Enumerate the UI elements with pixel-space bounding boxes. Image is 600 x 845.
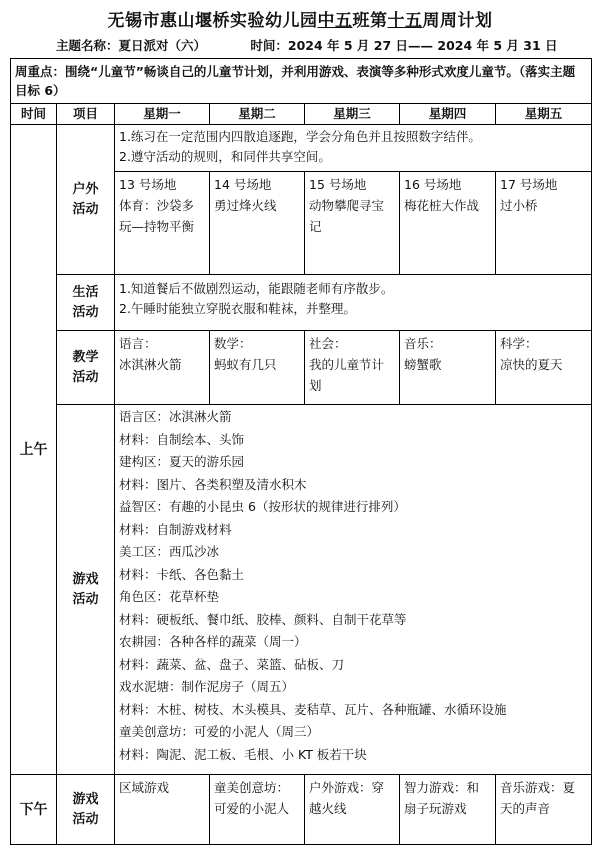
outdoor-fri [496, 172, 592, 275]
title-end: 周周计划 [422, 11, 493, 31]
game-label: 游戏活动 [57, 405, 115, 775]
game-line: 材料：硬板纸、餐巾纸、胶棒、颜料、自制干花草等 [119, 611, 407, 627]
teaching-fri-topic: 凉快的夏天 [500, 357, 563, 372]
header-fri: 星期五 [496, 104, 592, 125]
teaching-wed-topic: 我的儿童节计划 [309, 357, 385, 393]
header-time: 时间 [11, 104, 57, 125]
game-line: 材料：蔬菜、盆、盘子、菜篮、砧板、刀 [119, 656, 345, 672]
title-class: 中五 [317, 11, 353, 31]
teaching-wed [305, 331, 400, 405]
title-school: 无锡市惠山堰桥实验幼儿园 [107, 11, 318, 31]
weekly-plan-table [10, 58, 592, 845]
outdoor-goal-2: 2.遵守活动的规则，和同伴共享空间。 [119, 149, 331, 164]
pm-game-tue: 童美创意坊：可爱的小泥人 [210, 775, 305, 845]
header-wed: 星期三 [305, 104, 400, 125]
game-line: 建构区：夏天的游乐园 [119, 454, 245, 469]
header-row [11, 104, 592, 125]
teaching-tue-topic: 蚂蚁有几只 [214, 357, 277, 372]
teaching-mon-subject: 语言： [119, 336, 157, 351]
life-goals [115, 275, 592, 331]
date-range: 时间：2024 年 5 月 27 日—— 2024 年 5 月 31 日 [250, 38, 558, 53]
header-item: 项目 [57, 104, 115, 125]
teaching-tue [210, 331, 305, 405]
teaching-wed-subject: 社会： [309, 336, 347, 351]
outdoor-wed [305, 172, 400, 275]
header-tue: 星期二 [210, 104, 305, 125]
pm-game-thu: 智力游戏：和扇子玩游戏 [400, 775, 496, 845]
game-line: 材料：卡纸、各色黏土 [119, 566, 245, 582]
outdoor-thu [400, 172, 496, 275]
pm-game-label: 游戏活动 [57, 775, 115, 845]
life-goal-2: 2.午睡时能独立穿脱衣服和鞋袜，并整理。 [119, 301, 356, 316]
teaching-fri-subject: 科学： [500, 336, 538, 351]
game-line: 角色区：花草杯垫 [119, 589, 220, 604]
life-label: 生活活动 [57, 275, 115, 331]
teaching-label: 教学活动 [57, 331, 115, 405]
teaching-thu-subject: 音乐： [404, 336, 442, 351]
outdoor-mon-site: 13 号场地 [119, 177, 177, 192]
game-line: 农耕园：各种各样的蔬菜（周一） [119, 634, 307, 649]
pm-game-fri: 音乐游戏：夏天的声音 [496, 775, 592, 845]
outdoor-goals [115, 125, 592, 172]
morning-label: 上午 [11, 125, 57, 775]
outdoor-wed-activity: 动物攀爬寻宝记 [309, 198, 385, 234]
outdoor-tue-site: 14 号场地 [214, 177, 272, 192]
outdoor-thu-activity: 梅花桩大作战 [404, 198, 480, 213]
outdoor-thu-site: 16 号场地 [404, 177, 462, 192]
game-line: 材料：木桩、树枝、木头模具、麦秸草、瓦片、各种瓶罐、水循环设施 [119, 701, 507, 717]
outdoor-tue-activity: 勇过烽火线 [214, 198, 277, 213]
header-thu: 星期四 [400, 104, 496, 125]
outdoor-mon-activity: 体育：沙袋多玩—持物平衡 [119, 198, 195, 234]
game-line: 戏水泥塘：制作泥房子（周五） [119, 679, 295, 694]
outdoor-fri-site: 17 号场地 [500, 177, 558, 192]
game-line: 材料：陶泥、泥工板、毛根、小 KT 板若干块 [119, 746, 367, 762]
game-line: 美工区：西瓜沙冰 [119, 544, 220, 559]
header-mon: 星期一 [115, 104, 210, 125]
outdoor-goal-1: 1.练习在一定范围内四散追逐跑，学会分角色并且按照数字结伴。 [119, 129, 481, 144]
game-line: 童美创意坊：可爱的小泥人（周三） [119, 724, 320, 739]
teaching-thu [400, 331, 496, 405]
weekly-focus: 周重点：围绕“儿童节”畅谈自己的儿童节计划，并利用游戏、表演等多种形式欢度儿童节。（落实主题目标 6） [11, 59, 592, 104]
teaching-tue-subject: 数学： [214, 336, 252, 351]
title-week: 十五 [387, 11, 423, 31]
pm-game-wed: 户外游戏：穿越火线 [305, 775, 400, 845]
title-mid: 班第 [352, 11, 388, 31]
outdoor-wed-site: 15 号场地 [309, 177, 367, 192]
afternoon-label: 下午 [11, 775, 57, 845]
game-line: 益智区：有趣的小昆虫 6（按形状的规律进行排列） [119, 499, 406, 514]
game-details [115, 405, 592, 775]
outdoor-tue [210, 172, 305, 275]
outdoor-fri-activity: 过小桥 [500, 198, 538, 213]
game-line: 材料：自制绘本、头饰 [119, 431, 245, 447]
page-title [0, 6, 600, 31]
game-line: 语言区：冰淇淋火箭 [119, 409, 232, 424]
pm-game-mon: 区域游戏 [115, 775, 210, 845]
teaching-mon [115, 331, 210, 405]
teaching-thu-topic: 螃蟹歌 [404, 357, 442, 372]
life-goal-1: 1.知道餐后不做剧烈运动，能跟随老师有序散步。 [119, 281, 394, 296]
meta-row [56, 36, 598, 54]
game-line: 材料：图片、各类积塑及清水积木 [119, 476, 307, 492]
teaching-mon-topic: 冰淇淋火箭 [119, 357, 182, 372]
theme-name: 主题名称：夏日派对（六） [56, 38, 207, 53]
outdoor-label: 户外活动 [57, 125, 115, 275]
game-line: 材料：自制游戏材料 [119, 521, 232, 537]
teaching-fri [496, 331, 592, 405]
outdoor-mon [115, 172, 210, 275]
